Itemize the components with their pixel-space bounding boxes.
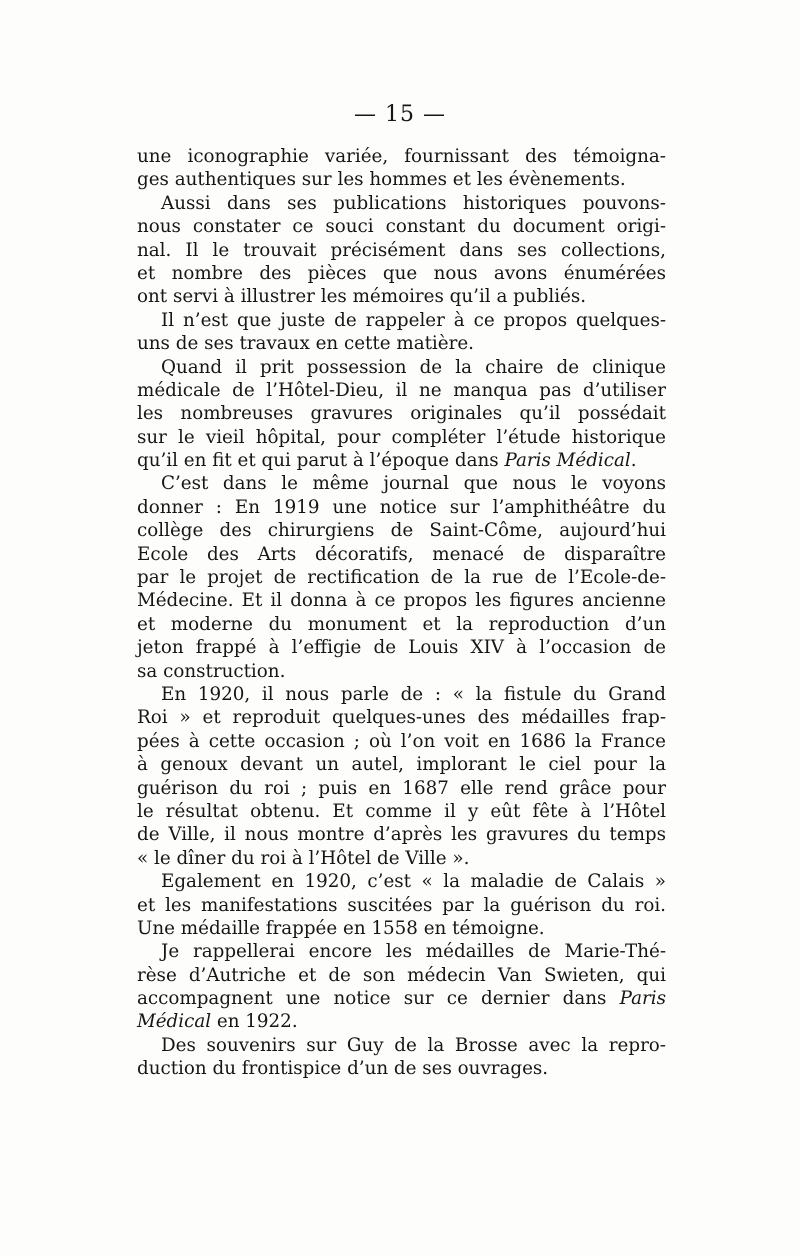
line-text: Quand il prit possession de la chaire de clinique <box>161 356 666 378</box>
text-line <box>137 332 666 355</box>
text-line <box>137 519 666 542</box>
text-line <box>137 730 666 753</box>
line-text: jeton frappé à l’effigie de Louis XIV à l’occasion de <box>137 637 666 659</box>
line-text: par le projet de rectification de la rue de l’Ecole-de- <box>137 567 666 589</box>
text-line <box>137 262 666 285</box>
text-line <box>137 309 666 332</box>
text-line <box>137 660 666 683</box>
text-line <box>137 987 666 1010</box>
line-text: rèse d’Autriche et de son médecin Van Swieten, qui <box>137 964 666 986</box>
line-text: sur le vieil hôpital, pour compléter l’étude historique <box>137 426 666 448</box>
line-text: « le dîner du roi à l’Hôtel de Ville ». <box>137 847 470 869</box>
line-text: nous constater ce souci constant du document origi- <box>137 216 666 238</box>
text-line <box>137 496 666 519</box>
line-text: une iconographie variée, fournissant des témoigna- <box>137 146 666 167</box>
line-text: Aussi dans ses publications historiques pouvons- <box>161 192 666 214</box>
text-line <box>137 1057 666 1080</box>
line-text: Une médaille frappée en 1558 en témoigne. <box>137 917 545 939</box>
line-text: qu’il en fit et qui parut à l’époque dans <box>137 450 505 472</box>
text-line <box>137 168 666 191</box>
line-text: guérison du roi ; puis en 1687 elle rend grâce pour <box>137 777 666 799</box>
journal-title: Médical <box>137 1011 212 1033</box>
line-text: les nombreuses gravures originales qu’il possédait <box>137 403 666 425</box>
text-line <box>137 753 666 776</box>
line-text: donner : En 1919 une notice sur l’amphithéâtre du <box>137 496 666 518</box>
text-line <box>137 683 666 706</box>
text-line <box>137 145 666 168</box>
journal-title: Paris Médical <box>504 450 631 472</box>
text-line <box>137 589 666 612</box>
line-text: collège des chirurgiens de Saint-Côme, aujourd’hui <box>137 520 666 542</box>
text-line <box>137 1034 666 1057</box>
line-text: pées à cette occasion ; où l’on voit en 1686 la France <box>137 730 666 752</box>
text-line <box>137 402 666 425</box>
line-text: et moderne du monument et la reproduction d’un <box>137 613 666 635</box>
text-line <box>137 964 666 987</box>
text-line <box>137 285 666 308</box>
text-line <box>137 356 666 379</box>
line-text: Médecine. Et il donna à ce propos les figures ancienne <box>137 590 666 612</box>
line-text: accompagnent une notice sur ce dernier dans <box>137 988 620 1010</box>
line-text: médicale de l’Hôtel-Dieu, il ne manqua pas d’utiliser <box>137 379 666 401</box>
line-text: à genoux devant un autel, implorant le ciel pour la <box>137 754 666 776</box>
text-line <box>137 706 666 729</box>
line-text: duction du frontispice d’un de ses ouvrages. <box>137 1058 549 1080</box>
line-text: Il n’est que juste de rappeler à ce propos quelques- <box>161 309 666 331</box>
line-text: et nombre des pièces que nous avons énumérées <box>137 262 666 284</box>
text-line <box>137 566 666 589</box>
line-text: ges authentiques sur les hommes et les évènements. <box>137 169 626 191</box>
page-number: — 15 — <box>354 102 446 127</box>
text-line <box>137 239 666 262</box>
text-line <box>137 894 666 917</box>
line-text: En 1920, il nous parle de : « la fistule du Grand <box>161 683 666 705</box>
line-text: le résultat obtenu. Et comme il y eût fête à l’Hôtel <box>137 800 666 822</box>
text-line <box>137 543 666 566</box>
line-text: Egalement en 1920, c’est « la maladie de Calais » <box>161 871 666 893</box>
text-line <box>137 940 666 963</box>
text-line <box>137 636 666 659</box>
text-line <box>137 613 666 636</box>
line-text: nal. Il le trouvait précisément dans ses collections, <box>137 239 666 261</box>
text-line <box>137 823 666 846</box>
text-line <box>137 449 666 472</box>
text-line <box>137 917 666 940</box>
journal-title: Paris <box>619 988 666 1010</box>
line-text-tail: . <box>630 450 637 472</box>
line-text-tail: en 1922. <box>211 1011 298 1033</box>
text-line <box>137 215 666 238</box>
line-text: uns de ses travaux en cette matière. <box>137 333 474 355</box>
line-text: de Ville, il nous montre d’après les gravures du temps <box>137 824 666 846</box>
line-text: Ecole des Arts décoratifs, menacé de disparaître <box>137 543 666 565</box>
text-line <box>137 426 666 449</box>
body-text <box>137 145 666 1081</box>
text-line <box>137 777 666 800</box>
line-text: Des souvenirs sur Guy de la Brosse avec la repro- <box>161 1034 666 1056</box>
text-line <box>137 1010 666 1033</box>
text-line <box>137 192 666 215</box>
text-line <box>137 379 666 402</box>
line-text: sa construction. <box>137 660 286 682</box>
text-line <box>137 472 666 495</box>
line-text: Roi » et reproduit quelques-unes des médailles frap- <box>137 707 666 729</box>
text-line <box>137 870 666 893</box>
line-text: Je rappellerai encore les médailles de Marie-Thé- <box>161 941 666 963</box>
line-text: et les manifestations suscitées par la guérison du roi. <box>137 894 666 916</box>
text-line <box>137 847 666 870</box>
text-line <box>137 800 666 823</box>
line-text: C’est dans le même journal que nous le voyons <box>161 473 666 495</box>
line-text: ont servi à illustrer les mémoires qu’il a publiés. <box>137 286 587 308</box>
